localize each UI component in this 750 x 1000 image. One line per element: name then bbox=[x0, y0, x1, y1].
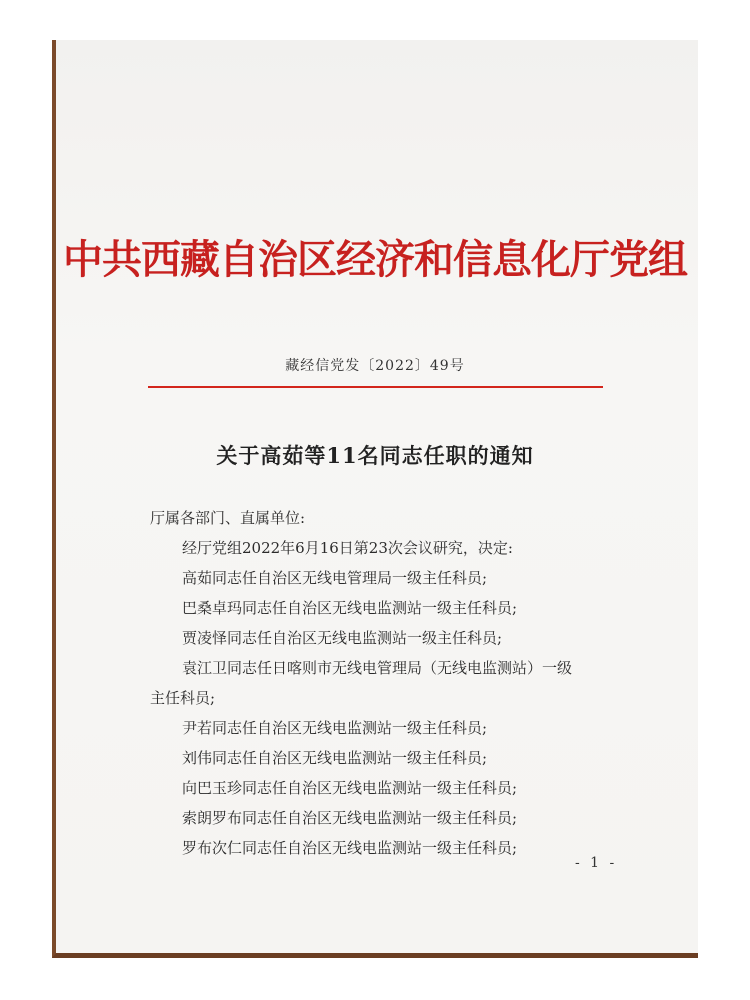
appointment-line: 刘伟同志任自治区无线电监测站一级主任科员; bbox=[182, 749, 488, 767]
paragraph-line: 经厅党组2022年6月16日第23次会议研究，决定: bbox=[182, 539, 513, 557]
appointment-line: 向巴玉珍同志任自治区无线电监测站一级主任科员; bbox=[182, 779, 518, 797]
masthead-title: 中共西藏自治区经济和信息化厅党组 bbox=[63, 236, 687, 283]
appointment-line: 罗布次仁同志任自治区无线电监测站一级主任科员; bbox=[182, 839, 518, 857]
appointment-line: 索朗罗布同志任自治区无线电监测站一级主任科员; bbox=[182, 809, 518, 827]
appointment-line: 巴桑卓玛同志任自治区无线电监测站一级主任科员; bbox=[182, 599, 518, 617]
addressee-line: 厅属各部门、直属单位: bbox=[150, 509, 306, 527]
appointment-line: 袁江卫同志任日喀则市无线电管理局（无线电监测站）一级 bbox=[182, 659, 573, 677]
page-number: - 1 - bbox=[575, 855, 618, 871]
appointment-line: 贾凌怿同志任自治区无线电监测站一级主任科员; bbox=[182, 629, 503, 647]
appointment-line: 尹若同志任自治区无线电监测站一级主任科员; bbox=[182, 719, 488, 737]
red-divider bbox=[148, 386, 603, 388]
appointment-line: 高茹同志任自治区无线电管理局一级主任科员; bbox=[182, 569, 488, 587]
notice-title: 关于高茹等11名同志任职的通知 bbox=[216, 443, 534, 468]
document-number: 藏经信党发〔2022〕49号 bbox=[285, 358, 465, 374]
appointment-line-continuation: 主任科员; bbox=[150, 689, 216, 707]
notice-body bbox=[150, 503, 615, 863]
